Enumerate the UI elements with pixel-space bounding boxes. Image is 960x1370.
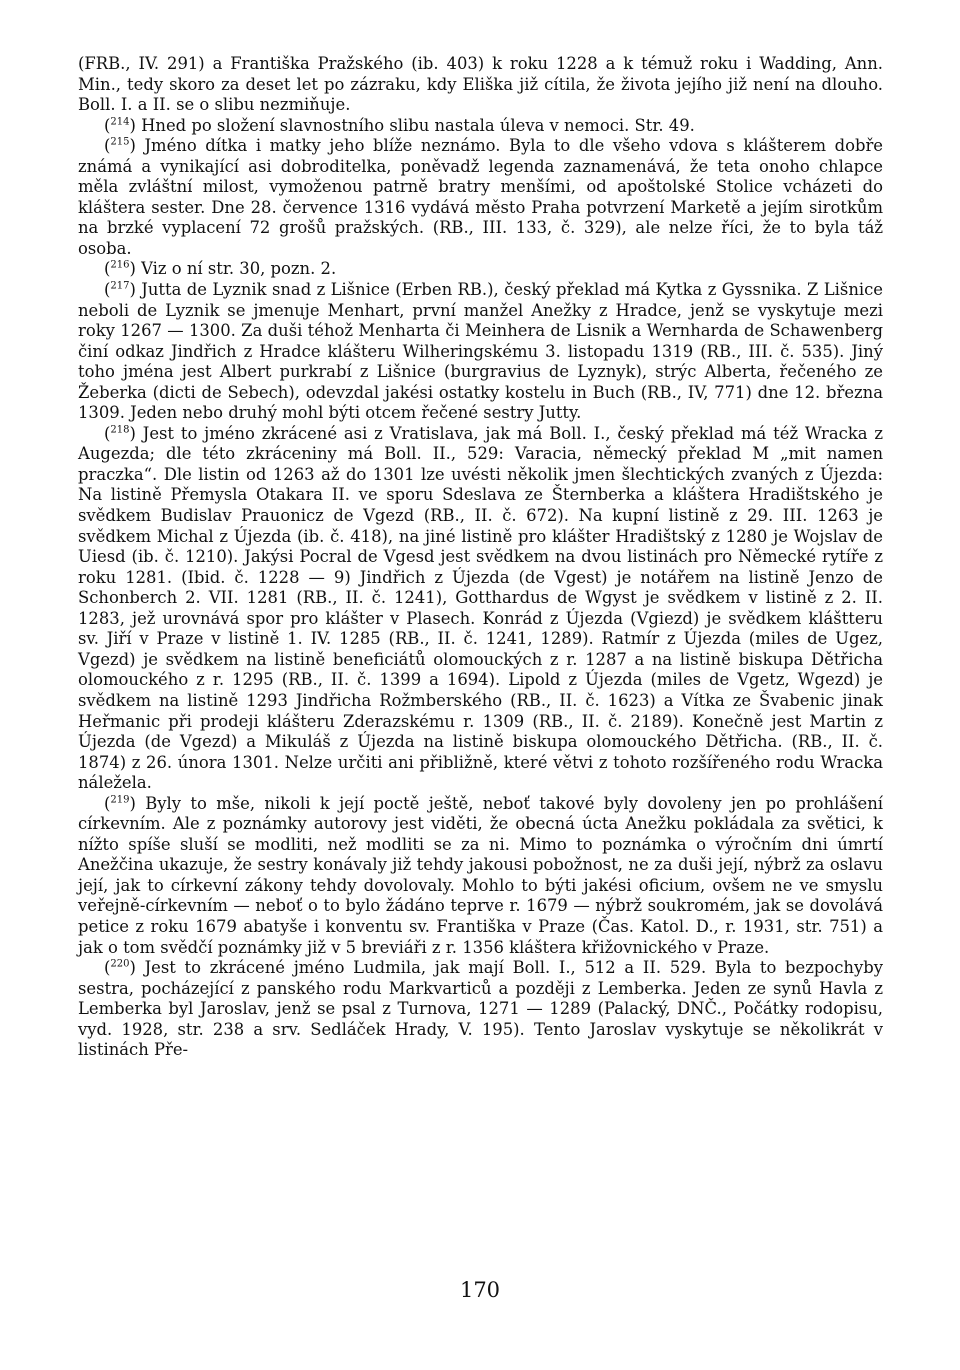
footnote-text: Hned po složení slavnostního slibu nastala úleva v nemoci. Str. 49. <box>141 115 695 135</box>
footnote-text: Jutta de Lyznik snad z Lišnice (Erben RB.), český překlad má Kytka z Gyssnika. Z Lišnice neboli de Lyznik se jmenuje Menhart, první manžel Anežky z Hradce, jenž se vyskytuje mezi roky 1267 — 1300. Za duši téhož Menharta či Meinhera de Lisnik a Wernharda de Schawenberg činí odkaz Jindřich z Hradce klášteru Wilheringskému 3. listopadu 1319 (RB., III. č. 535). Jiný toho jména jest Albert purkrabí z Lišnice (burgravius de Lyznyk), strýc Alberta, řečeného ze Žeberka (dicti de Sebech), odevzdal jakési ostatky kostelu in Buch (RB., IV, 771) dne 12. března 1309. Jeden nebo druhý mohl býti otcem řečené sestry Jutty. <box>78 280 883 423</box>
footnote-text: Jest to zkrácené jméno Ludmila, jak mají Boll. I., 512 a II. 529. Byla to bezpochyby sestra, pocházející z panského rodu Markvarticů a později z Lemberka. Jeden ze synů Havla z Lemberka byl Jaroslav, jenž se psal z Turnova, 1271 — 1289 (Palacký, DNČ., Počátky rodopisu, vyd. 1928, str. 238 a srv. Sedláček Hrady, V. 195). Tento Jaroslav vyskytuje se několikrát v listinách Pře- <box>78 958 883 1060</box>
footnote-217: ($^{217}$) Jutta de Lyznik snad z Lišnice (Erben RB.), český překlad má Kytka z Gyssnika. Z Lišnice neboli de Lyznik se jmenuje Menhart, první manžel Anežky z Hradce, jenž se vyskytuje mezi roky 1267 — 1300. Za duši téhož Menharta či Meinhera de Lisnik a Wernharda de Schawenberg činí odkaz Jindřich z Hradce klášteru Wilheringskému 3. listopadu 1319 (RB., III. č. 535). Jiný toho jména jest Albert purkrabí z Lišnice (burgravius de Lyznyk), strýc Alberta, řečeného ze Žeberka (dicti de Sebech), odevzdal jakési ostatky kostelu in Buch (RB., IV, 771) dne 12. března 1309. Jeden nebo druhý mohl býti otcem řečené sestry Jutty. <box>78 280 883 423</box>
footnote-214: ($^{214}$) Hned po složení slavnostního slibu nastala úleva v nemoci. Str. 49. <box>104 115 695 135</box>
footnote-text: (FRB., IV. 291) a Františka Pražského (ib. 403) k roku 1228 a k témuž roku i Wadding, Ann. Min., tedy skoro za deset let po zázraku, kdy Eliška již cítila, že života jejího již není na dlouho. Boll. I. a II. se o slibu nezmiňuje. <box>78 54 883 115</box>
footnote-220: ($^{220}$) Jest to zkrácené jméno Ludmila, jak mají Boll. I., 512 a II. 529. Byla to bezpochyby sestra, pocházející z panského rodu Markvarticů a později z Lemberka. Jeden ze synů Havla z Lemberka byl Jaroslav, jenž se psal z Turnova, 1271 — 1289 (Palacký, DNČ., Počátky rodopisu, vyd. 1928, str. 238 a srv. Sedláček Hrady, V. 195). Tento Jaroslav vyskytuje se několikrát v listinách Pře- <box>78 958 883 1060</box>
footnote-number: 216 <box>110 260 130 271</box>
footnote-number: 219 <box>110 794 130 806</box>
footnote-218: ($^{218}$) Jest to jméno zkrácené asi z Vratislava, jak má Boll. I., český překlad má též Wracka z Augezda; dle této zkráceniny má Boll. II., 529: Varacia, německý překlad M „mit namen praczka“. Dle listin od 1263 až do 1301 lze uvésti několik jmen šlechtických zvaných z Újezda: Na listině Přemysla Otakara II. ve sporu Sdeslava ze Šternberka a kláštera Hradištského je svědkem Budislav Prauonicz de Vgezd (RB., II. č. 672). Na kupní listině z 29. III. 1263 je svědkem Michal z Újezda (ib. č. 418), na jiné listině pro klášter Hradištský z 1280 je Wojslav de Uiesd (ib. č. 1210). Jakýsi Pocral de Vgesd jest svědkem na dvou listinách pro Německé rytíře z roku 1281. (Ibid. č. 1228 — 9) Jindřich z Újezda (de Vgest) je notářem na listině Jenzo de Schonberch 2. VII. 1281 (RB., II. č. 1241), Gotthardus de Wgyst je svědkem v listině z 2. II. 1283, jež urovnává spor pro klášter v Plasech. Konrád z Újezda (Vgiezd) je svědkem kláštteru sv. Jiří v Praze v listině 1. IV. 1285 (RB., II. č. 1241, 1289). Ratmír z Újezda (miles de Ugez, Vgezd) je svědkem na listině beneficiátů olomouckých z r. 1287 a na listině biskupa Dětřicha olomouckého z r. 1295 (RB., II. č. 1399 a 1694). Lipold z Újezda (miles de Vgetz, Wgezd) je svědkem na listině 1293 Jindřicha Rožmberského (RB., II. č. 1623) a Vítka ze Švabenic jinak Heřmanic při prodeji klášteru Zderazskému r. 1309 (RB., II. č. 2189). Konečně jest Martin z Újezda (de Vgezd) a Mikuláš z Újezda na listině biskupa olomouckého Dětřicha. (RB., II. č. 1874) z 26. února 1301. Nelze určiti ani přibližně, které větvi z tohoto rozšířeného rodu Wracka náležela. <box>78 423 884 793</box>
footnote-text: Jest to jméno zkrácené asi z Vratislava, jak má Boll. I., český překlad má též Wracka z Augezda; dle této zkráceniny má Boll. II., 529: Varacia, německý překlad M „mit namen praczka“. Dle listin od 1263 až do 1301 lze uvésti několik jmen šlechtických zvaných z Újezda: Na listině Přemysla Otakara II. ve sporu Sdeslava ze Šternberka a kláštera Hradištského je svědkem Budislav Prauonicz de Vgezd (RB., II. č. 672). Na kupní listině z 29. III. 1263 je svědkem Michal z Újezda (ib. č. 418), na jiné listině pro klášter Hradištský z 1280 je Wojslav de Uiesd (ib. č. 1210). Jakýsi Pocral de Vgesd jest svědkem na dvou listinách pro Německé rytíře z roku 1281. (Ibid. č. 1228 — 9) Jindřich z Újezda (de Vgest) je notářem na listině Jenzo de Schonberch 2. VII. 1281 (RB., II. č. 1241), Gotthardus de Wgyst je svědkem v listině z 2. II. 1283, jež urovnává spor pro klášter v Plasech. Konrád z Újezda (Vgiezd) je svědkem kláštteru sv. Jiří v Praze v listině 1. IV. 1285 (RB., II. č. 1241, 1289). Ratmír z Újezda (miles de Ugez, Vgezd) je svědkem na listině beneficiátů olomouckých z r. 1287 a na listině biskupa Dětřicha olomouckého z r. 1295 (RB., II. č. 1399 a 1694). Lipold z Újezda (miles de Vgetz, Wgezd) je svědkem na listině 1293 Jindřicha Rožmberského (RB., II. č. 1623) a Vítka ze Švabenic jinak Heřmanic při prodeji klášteru Zderazskému r. 1309 (RB., II. č. 2189). Konečně jest Martin z Újezda (de Vgezd) a Mikuláš z Újezda na listině biskupa olomouckého Dětřicha. (RB., II. č. 1874) z 26. února 1301. Nelze určiti ani přibližně, které větvi z tohoto rozšířeného rodu Wracka náležela. <box>78 423 884 793</box>
footnote-text: Byly to mše, nikoli k její poctě ještě, neboť takové byly dovoleny jen po prohlášení církevním. Ale z poznámky autorovy jest viděti, že obecná úcta Anežku pokládala za světici, k nížto spíše sluší se modliti, než modliti se za ni. Mimo to poznámka o výročním dni úmrtí Anežčina ukazuje, že sestry konávaly již tehdy jakousi pobožnost, ne za duši její, nýbrž za oslavu její, jak to církevní zákony tehdy dovolovaly. Mohlo to býti jakési oficium, ovšem ne ve smyslu veřejně-církevním — neboť o to bylo žádáno teprve r. 1679 — nýbrž soukromém, jak se dovolává petice z roku 1679 abatyše i konventu sv. Františka v Praze (Čas. Katol. D., r. 1931, str. 751) a jak o tom svědčí poznámky již v 5 breviáři z r. 1356 kláštera křižovnického v Praze. <box>78 793 884 957</box>
footnote-text: Viz o ní str. 30, pozn. 2. <box>141 259 337 279</box>
footnote-continuation <box>78 54 883 116</box>
footnote-number: 214 <box>110 116 130 128</box>
footnote-number: 218 <box>110 424 130 436</box>
footnotes-text-block <box>78 54 883 1061</box>
footnote-text: Jméno dítka i matky jeho blíže neznámo. Byla to dle všeho vdova s klášterem dobře známá a vynikající asi dobroditelka, poněvadž legenda zaznamenává, že teta onoho chlapce měla zvláštní milost, vymoženou patrně bratry menšími, od apoštolské Stolice vcházeti do kláštera sester. Dne 28. července 1316 vydává město Praha potvrzení Marketě a jejím sirotkům na brzké vyplacení 72 grošů pražských. (RB., III. 133, č. 329), ale nelze říci, že to byla táž osoba. <box>78 136 883 258</box>
footnote-number: 220 <box>110 958 130 970</box>
footnote-215: ($^{215}$) Jméno dítka i matky jeho blíže neznámo. Byla to dle všeho vdova s klášterem dobře známá a vynikající asi dobroditelka, poněvadž legenda zaznamenává, že teta onoho chlapce měla zvláštní milost, vymoženou patrně bratry menšími, od apoštolské Stolice vcházeti do kláštera sester. Dne 28. července 1316 vydává město Praha potvrzení Marketě a jejím sirotkům na brzké vyplacení 72 grošů pražských. (RB., III. 133, č. 329), ale nelze říci, že to byla táž osoba. <box>78 136 883 258</box>
page-number: 170 <box>459 1278 501 1302</box>
footnote-216: ($^{216}$) Viz o ní str. 30, pozn. 2. <box>104 259 337 279</box>
footnote-number: 215 <box>110 136 130 148</box>
footnote-219: ($^{219}$) Byly to mše, nikoli k její poctě ještě, neboť takové byly dovoleny jen po prohlášení církevním. Ale z poznámky autorovy jest viděti, že obecná úcta Anežku pokládala za světici, k nížto spíše sluší se modliti, než modliti se za ni. Mimo to poznámka o výročním dni úmrtí Anežčina ukazuje, že sestry konávaly již tehdy jakousi pobožnost, ne za duši její, nýbrž za oslavu její, jak to církevní zákony tehdy dovolovaly. Mohlo to býti jakési oficium, ovšem ne ve smyslu veřejně-církevním — neboť o to bylo žádáno teprve r. 1679 — nýbrž soukromém, jak se dovolává petice z roku 1679 abatyše i konventu sv. Františka v Praze (Čas. Katol. D., r. 1931, str. 751) a jak o tom svědčí poznámky již v 5 breviáři z r. 1356 kláštera křižovnického v Praze. <box>78 793 884 957</box>
footnote-number: 217 <box>110 280 130 292</box>
